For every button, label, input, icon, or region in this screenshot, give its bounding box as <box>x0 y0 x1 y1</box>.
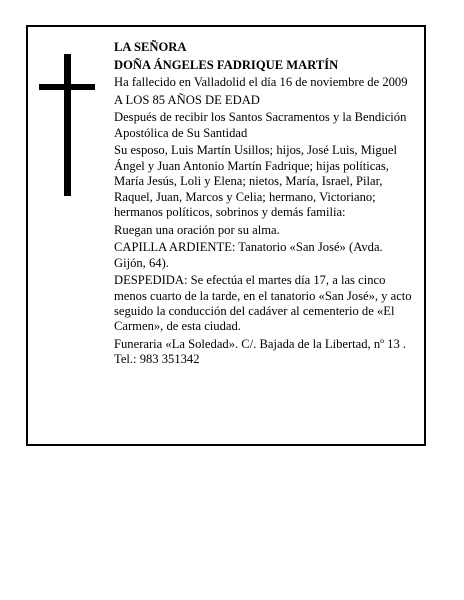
farewell-info: DESPEDIDA: Se efectúa el martes día 17, a las cinco menos cuarto de la tarde, en el tanatorio «San José», y acto seguido la conducción del cadáver al cementerio de «El Carmen», de esta ciudad. <box>114 273 412 334</box>
sacraments-line: Después de recibir los Santos Sacramentos y la Bendición Apostólica de Su Santidad <box>114 110 407 140</box>
deceased-name: DOÑA ÁNGELES FADRIQUE MARTÍN <box>114 57 339 72</box>
death-statement: Ha fallecido en Valladolid el día 16 de noviembre de 2009 <box>114 75 408 90</box>
prayer-request: Ruegan una oración por su alma. <box>114 222 280 237</box>
family-list: Su esposo, Luis Martín Usillos; hijos, José Luis, Miguel Ángel y Juan Antonio Martín Fadrique; hijas políticas, María Jesús, Loli y Elena; nietos, María, Israel, Pilar, Raquel, Juan, Marcos y Celia; hermano, Victoriano; hermanos políticos, sobrinos y demás familia: <box>114 143 398 219</box>
age-line: A LOS 85 AÑOS DE EDAD <box>114 92 260 107</box>
chapel-info: CAPILLA ARDIENTE: Tanatorio «San José» (Avda. Gijón, 64). <box>114 240 383 270</box>
cross-icon-crossbar <box>39 84 95 90</box>
title-line-1: LA SEÑORA <box>114 40 187 54</box>
funeral-home-info: Funeraria «La Soledad». C/. Bajada de la Libertad, nº 13 . Tel.: 983 351342 <box>114 337 407 367</box>
cross-icon <box>64 54 71 196</box>
obituary-text <box>114 40 416 370</box>
